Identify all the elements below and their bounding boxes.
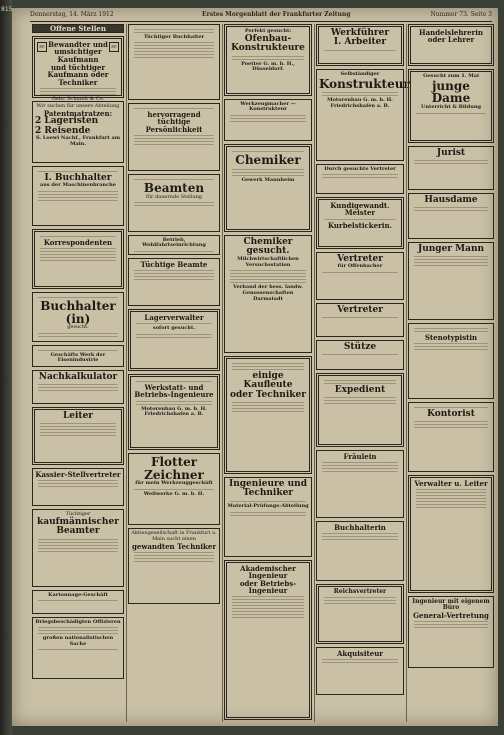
ad-headline: Reichsvertreter <box>333 588 387 595</box>
header-page: Nummer 73. Seite 3 <box>430 11 492 18</box>
ad-firm: Poetter G. m. b. H., Düsseldorf. <box>241 60 295 73</box>
ad-offiziere <box>32 617 124 679</box>
ad-fraeulein <box>316 450 404 518</box>
ad-headline: Stütze <box>343 342 377 352</box>
ff-mark-icon: FF <box>37 42 47 52</box>
ad-subline: Material-Prüfungs-Abteilung <box>227 502 309 509</box>
header-paper: Erstes Morgenblatt der Frankfurter Zeitung <box>202 11 351 18</box>
ad-beamten <box>128 174 220 232</box>
ad-headline: Chemiker gesucht. <box>243 237 293 257</box>
ad-subline: oder Techniker <box>230 389 306 400</box>
ad-headline: kaufmännischer Beamter <box>37 516 119 537</box>
ad-kassier <box>32 468 124 506</box>
ad-headline: Nachkalkulator <box>38 372 118 382</box>
ad-headline: hervorragend tüchtige Persönlichkeit <box>145 110 203 134</box>
ad-headline: Beamten <box>143 181 205 195</box>
ad-kontorist <box>408 402 494 472</box>
ad-werkfuehrer <box>316 24 404 66</box>
ad-buchhalterin <box>32 292 124 342</box>
ad-subline: aus der Maschinenbranche <box>40 182 116 189</box>
ad-subline: I. Arbeiter <box>333 37 387 48</box>
ad-headline: einige Kaufleute <box>243 371 293 391</box>
ad-firm: Motorenbau G. m. b. H. Friedrichshafen a. B. <box>141 405 207 418</box>
ad-kartonnage <box>32 590 124 614</box>
column-rule <box>314 24 315 722</box>
ad-jurist <box>408 146 494 190</box>
ad-stuetze <box>316 340 404 370</box>
ad-headline: Fräulein <box>343 452 377 461</box>
ad-chemiker-gesucht <box>224 235 312 353</box>
ad-werkzeugmacher <box>224 99 312 141</box>
ad-subline: Kurbelstickerin. <box>328 220 392 230</box>
ad-handelslehrerin <box>408 24 494 66</box>
ad-headline: Tüchtiger Buchhalter <box>143 34 205 40</box>
ad-headline: Leiter <box>62 411 94 421</box>
ad-subline: großen nationalistischen Sache <box>42 635 114 647</box>
ad-headline: Werkführer <box>330 28 390 38</box>
ad-subline: Milchwirtschaftlichen Versuchsstation <box>237 255 299 268</box>
stellen-title: Offene Stellen <box>50 24 106 33</box>
book-binding <box>0 0 12 735</box>
ad-subline: gesucht. <box>67 324 89 331</box>
ad-ingenieure-techniker <box>224 477 312 557</box>
ad-headline: 2 Lageristen <box>35 116 99 127</box>
ff-mark-icon: FF <box>109 42 119 52</box>
ad-lagerverwalter <box>128 309 220 371</box>
ad-firm: Gewerk Mannheim <box>241 176 295 183</box>
ad-wohlfahrt <box>128 235 220 255</box>
ad-headline: Ingenieure und Techniker <box>229 479 307 499</box>
ad-tuechtige-beamte <box>128 258 220 306</box>
binding-label: 815 <box>1 6 13 13</box>
ad-headline: Ofenbau-Konstrukteure <box>231 33 305 54</box>
column-rule <box>406 24 407 722</box>
ad-junge-dame <box>408 69 494 143</box>
ad-kaufleute <box>224 356 312 474</box>
ad-headline: Stenotypistin <box>424 333 478 342</box>
ad-headline: Chemiker <box>235 153 301 167</box>
ad-firm: S. Loewi Nachf., Frankfurt am Main. <box>35 134 120 147</box>
ad-techniker <box>128 528 220 604</box>
ad-headline: Handelslehrerin <box>419 28 483 37</box>
ad-headline: Kassier-Stellvertreter <box>35 470 121 479</box>
ad-headline: Akquisiteur <box>337 649 383 658</box>
ad-headline: Durch gesuchte Vertreter <box>324 166 396 172</box>
ad-ingenieur-buero <box>408 596 494 668</box>
ad-headline: und tüchtiger Kaufmann oder Techniker <box>47 63 109 87</box>
ad-subline: oder Betriebs-Ingenieur <box>239 578 297 596</box>
ad-headline: Flotter Zeichner <box>144 455 204 482</box>
ad-lageristen <box>32 101 124 163</box>
ad-zeichner <box>128 453 220 525</box>
ad-firm: Motorenbau G. m. b. H. Friedrichshafen a. B. <box>327 97 393 110</box>
ad-headline: Vertreter <box>337 305 383 315</box>
ad-headline: Vertreter <box>337 254 383 264</box>
ad-reichsvertreter <box>316 584 404 644</box>
ad-korrespondenten <box>32 229 124 289</box>
ad-expedient <box>316 373 404 447</box>
ad-intro: Selbständiger <box>340 71 380 77</box>
ad-headline: Patentmatratzen: <box>43 108 113 118</box>
ad-headline: Betrieb, Wohlfahrtseinrichtung <box>142 237 206 249</box>
ad-intro: Perfekt gesucht: <box>244 28 292 34</box>
column-4 <box>316 24 410 722</box>
ad-meister <box>316 197 404 249</box>
ad-headline: Hausdame <box>424 195 478 205</box>
ad-headline: 2 Reisende <box>35 125 91 136</box>
ad-headline: Jurist <box>436 148 466 158</box>
ad-leiter <box>32 407 124 465</box>
column-3 <box>224 24 312 722</box>
ad-betriebs-ingenieure <box>128 374 220 450</box>
ad-headline: Geschäfts Werk der Eisenindustrie <box>50 352 106 364</box>
header-rule <box>30 21 492 22</box>
ad-headline: Lagerverwalter <box>144 313 204 322</box>
ad-subline: oder Lehrer <box>427 35 475 45</box>
ad-firm: Weilwerke G. m. b. H. <box>143 490 205 497</box>
ad-subline: Unterricht & Bildung <box>421 103 481 110</box>
ad-headline: Werkzeugmacher — Konstrukteur <box>240 101 296 113</box>
ad-headline: I. Buchhalter <box>44 173 112 183</box>
ad-headline: Kontorist <box>427 409 475 419</box>
ad-konstrukteur <box>316 69 410 161</box>
ad-verwalter <box>408 475 494 593</box>
ad-vertreter-offenbach <box>316 252 404 300</box>
header-date: Donnerstag, 14. März 1912 <box>30 11 114 18</box>
ad-buchhalter <box>32 166 124 226</box>
ad-kaufm-beamter <box>32 509 124 587</box>
column-rule <box>222 24 223 722</box>
ad-headline: Konstrukteur <box>319 76 410 91</box>
ad-nachkalkulator <box>32 370 124 404</box>
ad-akquisiteur <box>316 647 404 695</box>
ad-vertreter-gesucht <box>316 164 404 194</box>
ad-headline: Kundigewandt. Meister <box>330 201 390 218</box>
ad-intro: Aktiengesellschaft in Frankfurt a. Main sucht einen <box>131 530 217 542</box>
ad-hausdame <box>408 193 494 239</box>
ad-chemiker <box>224 144 312 232</box>
column-2 <box>128 24 220 722</box>
ad-buchhalterin-4 <box>316 521 404 581</box>
ad-headline: Verwalter u. Leiter <box>414 479 488 488</box>
ad-intro: Wir suchen für unsere Abteilung <box>36 103 120 109</box>
ad-tuechtiger-buchhalter <box>128 24 220 100</box>
ad-junger-mann <box>408 242 494 320</box>
ad-ofenbau <box>224 24 312 96</box>
ad-subline: für Offenbacher <box>337 263 383 270</box>
ad-akademischer-ingenieur <box>224 560 312 720</box>
ad-headline: Buchhalter (in) <box>40 299 116 326</box>
ad-intro: Gesucht zum 1. Mai <box>423 73 479 79</box>
ad-headline: Briegsbeschädigten Offizieren <box>35 619 121 625</box>
ad-headline: Buchhalterin <box>334 523 386 532</box>
ad-eisenindustrie <box>32 345 124 367</box>
ad-headline: Akademischer Ingenieur <box>240 564 296 581</box>
ad-kaufmann <box>32 36 124 103</box>
ad-headline: gewandten Techniker <box>131 541 217 551</box>
ad-stenotypistin <box>408 323 494 399</box>
ad-subline: für dauernde Stellung <box>145 193 202 200</box>
ad-persoenlichkeit <box>128 103 220 171</box>
ad-intro: Tüchtiger <box>65 511 91 517</box>
ad-headline: Tüchtige Beamte <box>140 260 208 269</box>
ad-headline: Werkstatt- und Betriebs-Ingenieure <box>134 383 214 400</box>
ad-headline: Korrespondenten <box>43 238 113 247</box>
ad-headline: Junger Mann <box>417 244 485 254</box>
ad-subline: General-Vertretung <box>413 610 489 620</box>
ad-headline: Kartonnage-Geschäft <box>48 592 108 598</box>
ad-headline: Bewandter und umsichtiger Kaufmann <box>48 40 108 64</box>
stellen-title-bar <box>32 24 124 33</box>
ad-vertreter <box>316 303 404 337</box>
column-rule <box>126 24 127 722</box>
ad-subline: für mein Werkzeuggeschäft <box>135 480 213 487</box>
newspaper-page <box>12 8 498 726</box>
ad-firm: Verband der hess. landw. Genossenschaften Darmstadt <box>233 284 303 302</box>
ad-headline: Expedient <box>334 385 386 395</box>
column-5 <box>408 24 494 722</box>
ad-subline: sofort gesucht. <box>152 325 196 332</box>
column-1 <box>32 24 124 722</box>
ad-headline: junge Dame <box>431 78 471 106</box>
ad-headline: Ingenieur mit eigenem Büro <box>412 598 490 612</box>
ad-firm: Gebr. Schmidt & Co. <box>51 96 105 103</box>
